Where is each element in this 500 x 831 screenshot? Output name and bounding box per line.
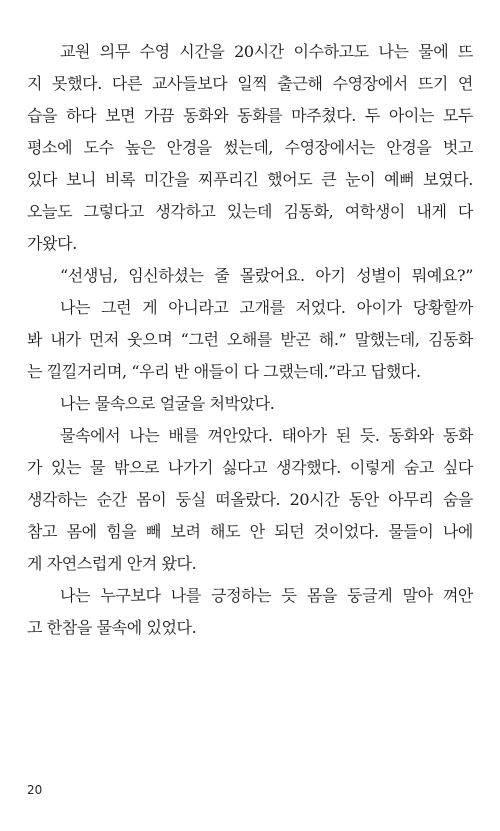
text-line: 교원 의무 수영 시간을 20시간 이수하고도 나는 물에 뜨 — [60, 42, 473, 61]
text-line: 가 있는 물 밖으로 나가기 싫다고 생각했다. 이렇게 숨고 싶다 — [27, 458, 473, 477]
body-text — [27, 36, 473, 644]
text-line: 있다 보니 비록 미간을 찌푸리긴 했어도 큰 눈이 예뻐 보였다. — [27, 170, 473, 189]
text-line: 참고 몸에 힘을 빼 보려 해도 안 되던 것이었다. 물들이 나에 — [27, 522, 473, 541]
text-line: 는 낄낄거리며, “우리 반 애들이 다 그랬는데.”라고 답했다. — [27, 362, 421, 381]
text-line: 나는 물속으로 얼굴을 처박았다. — [60, 394, 275, 413]
text-line: “선생님, 임신하셨는 줄 몰랐어요. 아기 성별이 뭐예요?” — [60, 266, 473, 285]
text-line: 나는 그런 게 아니라고 고개를 저었다. 아이가 당황할까 — [60, 298, 473, 317]
text-line: 오늘도 그렇다고 생각하고 있는데 김동화, 여학생이 내게 다 — [27, 202, 473, 221]
text-line: 봐 내가 먼저 웃으며 “그런 오해를 받곤 해.” 말했는데, 김동화 — [27, 330, 473, 349]
text-line: 습을 하다 보면 가끔 동화와 동화를 마주쳤다. 두 아이는 모두 — [27, 106, 473, 125]
text-line: 고 한참을 물속에 있었다. — [27, 618, 197, 637]
page-number: 20 — [27, 783, 43, 797]
text-line: 게 자연스럽게 안겨 왔다. — [27, 554, 197, 573]
text-line: 가왔다. — [27, 234, 77, 253]
text-line: 생각하는 순간 몸이 둥실 떠올랐다. 20시간 동안 아무리 숨을 — [27, 490, 473, 509]
text-line: 물속에서 나는 배를 껴안았다. 태아가 된 듯. 동화와 동화 — [60, 426, 473, 445]
text-line: 평소에 도수 높은 안경을 썼는데, 수영장에서는 안경을 벗고 — [27, 138, 473, 157]
text-line: 나는 누구보다 나를 긍정하는 듯 몸을 둥글게 말아 껴안 — [60, 586, 473, 605]
text-line: 지 못했다. 다른 교사들보다 일찍 출근해 수영장에서 뜨기 연 — [27, 74, 473, 93]
